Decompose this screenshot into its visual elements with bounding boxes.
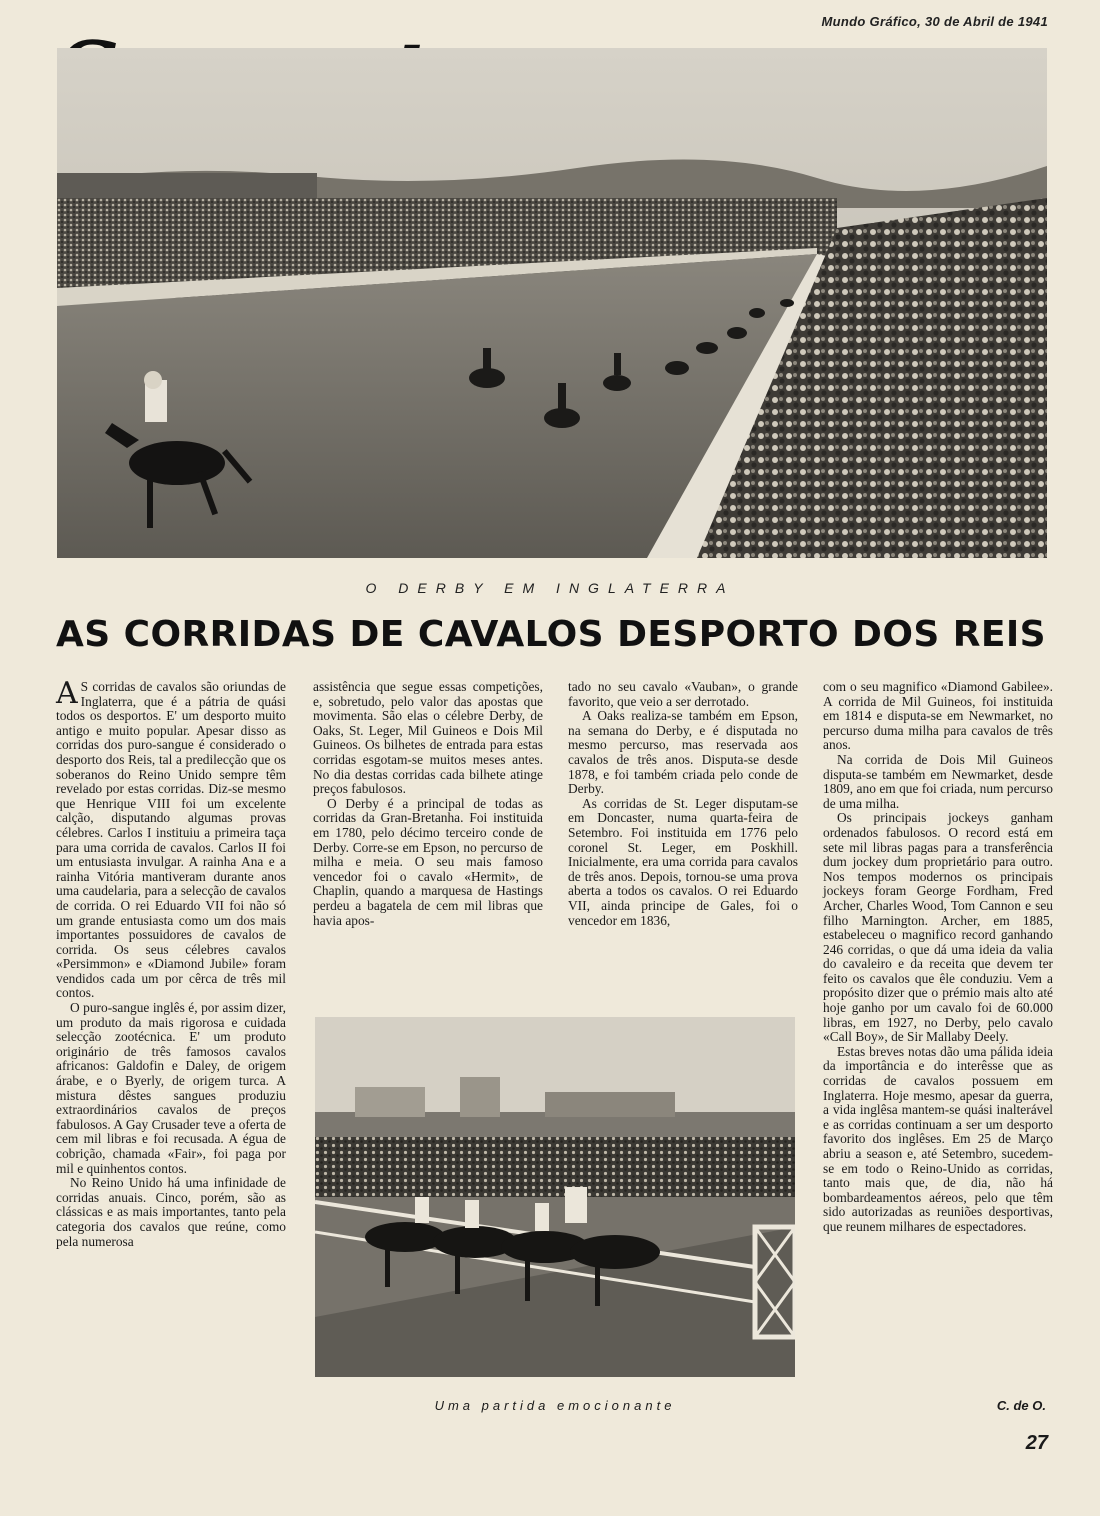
article-paragraph: O puro-sangue inglês é, por assim dizer, um produto da mais rigorosa e cuidada selecção zootécnica. E' um produto originário de três famosos cavalos africanos: Galdofin e Daley, de origem árabe, e o Byerly, de origem turca. A mistura dêstes sangues produziu extraordinários cavalos de preços fabulosos. A Gay Crusader teve a oferta de cem mil libras e foi recusada. A égua de cobrição, chamada «Fair», foi paga por mil e quinhentos contos. xyxy=(56,1000,286,1176)
article-paragraph: Estas breves notas dão uma pálida ideia da importância e do interêsse que as corridas de cavalos possuem em Inglaterra. Hoje mesmo, apesar da guerra, a vida inglêsa mantem-se quási inalterável e as corridas continuam a ser um desporto favorito dos inglêses. Em 25 de Março abriu a season e, até Setembro, sucedem-se em todo o Reino-Unido as corridas, tanto mais que, de dia, não há bombardeamentos aéreos, pelo que têm sido autorizadas as reuniões desportivas, que reunem milhares de espectadores. xyxy=(823,1043,1053,1234)
article-column-3 xyxy=(568,680,798,1000)
drop-cap: A xyxy=(56,676,78,711)
article-byline: C. de O. xyxy=(996,1398,1046,1413)
page-number: 27 xyxy=(1025,1432,1048,1454)
race-start-photo xyxy=(315,1017,795,1377)
article-column-1 xyxy=(56,676,286,1415)
derby-photo xyxy=(57,48,1047,558)
article-paragraph: Os principais jockeys ganham ordenados fabulosos. O record está em sete mil libras pagas para a transferência dum jockey dum proprietário para outro. Nos tempos modernos os principais jockeys foram George Fordham, Fred Archer, Charles Wood, Tom Cannon e seu filho Marnington. Archer, em 1885, estabeleceu o magnifico record ganhando 246 corridas, o que dá uma ideia da valia do cavaleiro e da receita que devem ter feito os cavalos que êle conduziu. Vem a propósito dizer que o prémio mais alto até hoje ganho por um cavalo foi de 60.000 libras, em 1927, no Derby, pelo cavalo «Call Boy», de Sir Mallaby Deely. xyxy=(823,810,1053,1045)
article-headline: AS CORRIDAS DE CAVALOS DESPORTO DOS REIS xyxy=(56,614,1046,655)
article-paragraph: assistência que segue essas competições, e, sobretudo, pelo valor das apostas que movimenta. São elas o célebre Derby, de Oaks, St. Leger, Mil Guineos e Dois Mil Guineos. Os bilhetes de entrada para estas corridas esgotam-se muitos meses antes. No dia destas corridas cada bilhete atinge preços fabulosos. xyxy=(313,679,543,797)
bottom-photo-caption: Uma partida emocionante xyxy=(434,1398,676,1413)
running-head: Mundo Gráfico, 30 de Abril de 1941 xyxy=(821,14,1048,29)
article-paragraph: com o seu magnifico «Diamond Gabilee». A corrida de Mil Guineos, foi instituida em 1814 e disputa-se em Newmarket, no percurso duma milha para cavalos de três anos. xyxy=(823,679,1053,753)
article-paragraph: No Reino Unido há uma infinidade de corridas anuais. Cinco, porém, são as clássicas e as mais importantes, tanto pela categoria dos cavalos que reúne, como pela numerosa xyxy=(56,1175,286,1249)
article-paragraph: O Derby é a principal de todas as corridas da Gran-Bretanha. Foi instituida em 1780, pelo décimo terceiro conde de Derby. Corre-se em Epson, no percurso de milha e meia. O seu mais famoso vencedor foi o cavalo «Hermit», de Chaplin, quando a marquesa de Hastings perdeu a bagatela de cem mil libras que havia apos- xyxy=(313,795,543,928)
article-paragraph: A S corridas de cavalos são oriundas de Inglaterra, que é a pátria de quási todos os desportos. E' um desporto muito antigo e muito popular. Apesar disso as corridas dos puro-sangue é considerado o desporto dos Reis, tal a predilecção que os soberanos do Reino Unido sempre têm revelado por estas corridas. Diz-se mesmo que Henrique VIII foi um excelente calção, disputando algumas provas célebres. Carlos I instituiu a primeira taça para uma corrida de cavalos. Carlos II foi um entusiasta invulgar. A rainha Ana e a rainha Vitória mantiveram durante anos uma caudelaria, para a selecção de cavalos de corrida. O rei Eduardo VII foi não só um grande entusiasta como um dos mais importantes possuidores de cavalos de corrida. Os seus célebres cavalos «Persimmon» e «Diamond Jubile» foram vendidos cada um por cêrca de três mil contos. xyxy=(56,676,286,1001)
article-column-2 xyxy=(313,680,543,1000)
article-paragraph: tado no seu cavalo «Vauban», o grande favorito, que veio a ser derrotado. xyxy=(568,679,798,709)
article-paragraph: A Oaks realiza-se também em Epson, na semana do Derby, e é disputada no mesmo percurso, mas reservada aos cavalos de três anos. Disputa-se desde 1878, e foi também criada pelo conde de Derby. xyxy=(568,708,798,797)
article-column-4 xyxy=(823,680,1053,1400)
article-paragraph: As corridas de St. Leger disputam-se em Doncaster, numa quarta-feira de Setembro. Foi instituida em 1776 pelo coronel St. Leger, em Poskhill. Inicialmente, era uma corrida para cavalos de três anos. Depois, tornou-se uma prova aberta a todos os cavalos. O rei Eduardo VII, ainda principe de Gales, foi o vencedor em 1836, xyxy=(568,795,798,928)
top-photo-caption: O DERBY EM INGLATERRA xyxy=(365,580,735,596)
article-paragraph: Na corrida de Dois Mil Guineos disputa-se também em Newmarket, desde 1809, ano em que foi criada, num percurso de uma milha. xyxy=(823,751,1053,811)
